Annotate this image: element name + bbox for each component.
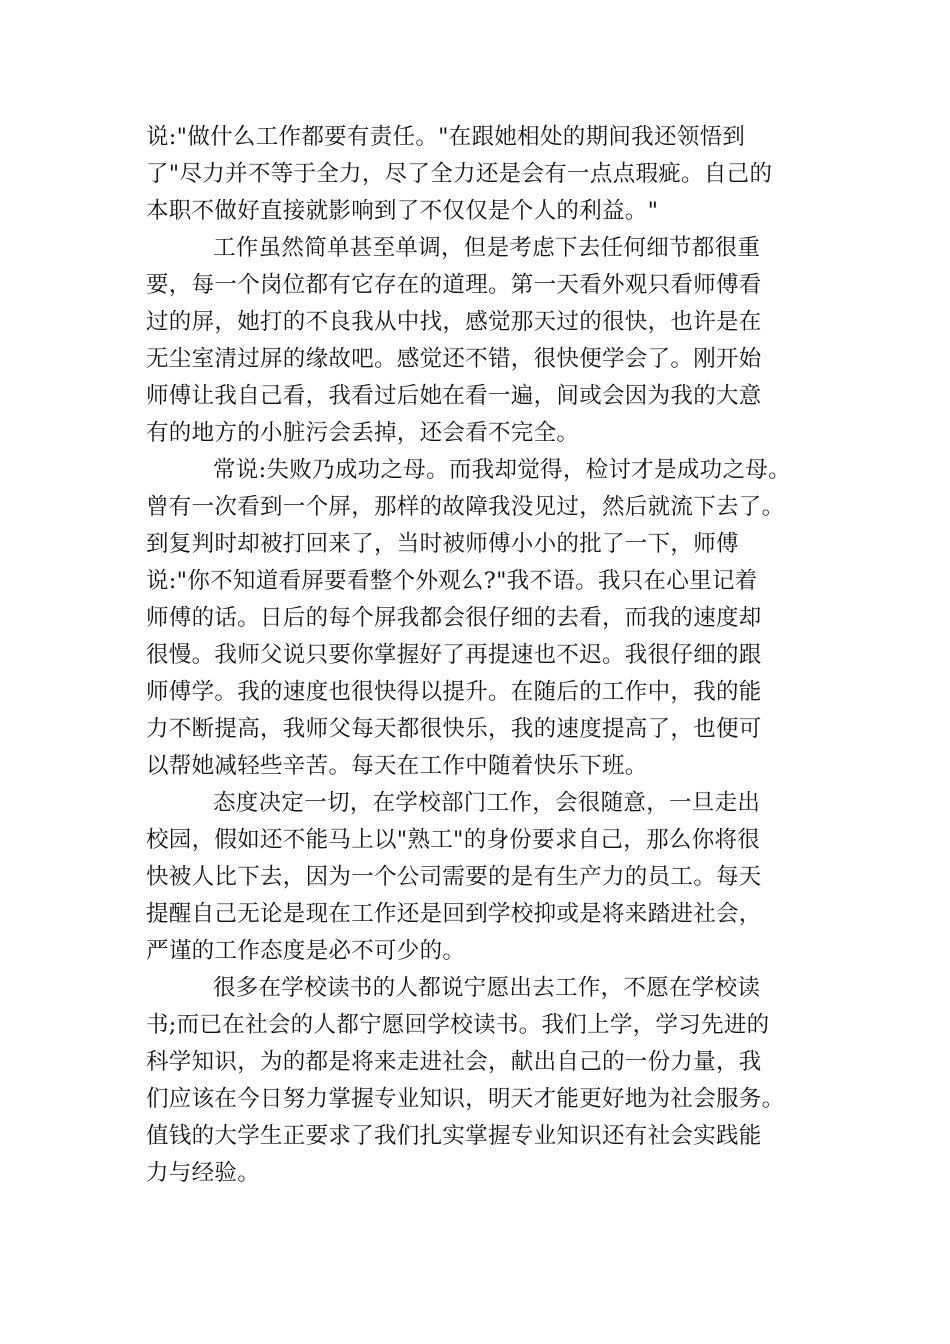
text-line: 值钱的大学生正要求了我们扎实掌握专业知识还有社会实践能 xyxy=(146,1123,762,1149)
text-line: 有的地方的小脏污会丢掉，还会看不完全。 xyxy=(146,420,580,446)
text-line: 曾有一次看到一个屏，那样的故障我没见过，然后就流下去了。 xyxy=(146,494,785,520)
paragraph-first-line: 工作虽然简单甚至单调，但是考虑下去任何细节都很重 xyxy=(213,235,761,261)
text-line: 说:"做什么工作都要有责任。"在跟她相处的期间我还领悟到 xyxy=(146,124,746,150)
text-line: 校园，假如还不能马上以"熟工"的身份要求自己，那么你将很 xyxy=(146,827,761,853)
text-line: 了"尽力并不等于全力，尽了全力还是会有一点点瑕疵。自己的 xyxy=(146,161,773,187)
paragraph-first-line: 很多在学校读书的人都说宁愿出去工作，不愿在学校读 xyxy=(213,975,761,1001)
text-line: 书;而已在社会的人都宁愿回学校读书。我们上学，学习先进的 xyxy=(146,1012,770,1038)
text-line: 提醒自己无论是现在工作还是回到学校抑或是将来踏进社会， xyxy=(146,901,762,927)
text-line: 科学知识，为的都是将来走进社会，献出自己的一份力量，我 xyxy=(146,1049,762,1075)
paragraph-first-line: 态度决定一切，在学校部门工作，会很随意，一旦走出 xyxy=(213,790,761,816)
text-line: 无尘室清过屏的缘故吧。感觉还不错，很快便学会了。刚开始 xyxy=(146,346,762,372)
text-line: 师傅学。我的速度也很快得以提升。在随后的工作中，我的能 xyxy=(146,679,762,705)
text-line: 说:"你不知道看屏要看整个外观么?"我不语。我只在心里记着 xyxy=(146,568,758,594)
text-line: 本职不做好直接就影响到了不仅仅是个人的利益。" xyxy=(146,198,659,224)
text-line: 快被人比下去，因为一个公司需要的是有生产力的员工。每天 xyxy=(146,864,762,890)
text-line: 师傅的话。日后的每个屏我都会很仔细的去看，而我的速度却 xyxy=(146,605,762,631)
text-line: 要，每一个岗位都有它存在的道理。第一天看外观只看师傅看 xyxy=(146,272,762,298)
text-line: 力与经验。 xyxy=(146,1160,261,1186)
text-line: 以帮她减轻些辛苦。每天在工作中随着快乐下班。 xyxy=(146,753,648,779)
document-body xyxy=(146,119,826,1192)
text-line: 严谨的工作态度是必不可少的。 xyxy=(146,938,466,964)
text-line: 师傅让我自己看，我看过后她在看一遍，间或会因为我的大意 xyxy=(146,383,762,409)
text-line: 们应该在今日努力掌握专业知识，明天才能更好地为社会服务。 xyxy=(146,1086,785,1112)
text-line: 到复判时却被打回来了，当时被师傅小小的批了一下，师傅 xyxy=(146,531,739,557)
text-line: 过的屏，她打的不良我从中找，感觉那天过的很快，也许是在 xyxy=(146,309,762,335)
paragraph-first-line: 常说:失败乃成功之母。而我却觉得，检讨才是成功之母。 xyxy=(213,457,791,483)
text-line: 力不断提高，我师父每天都很快乐，我的速度提高了，也便可 xyxy=(146,716,762,742)
text-line: 很慢。我师父说只要你掌握好了再提速也不迟。我很仔细的跟 xyxy=(146,642,762,668)
